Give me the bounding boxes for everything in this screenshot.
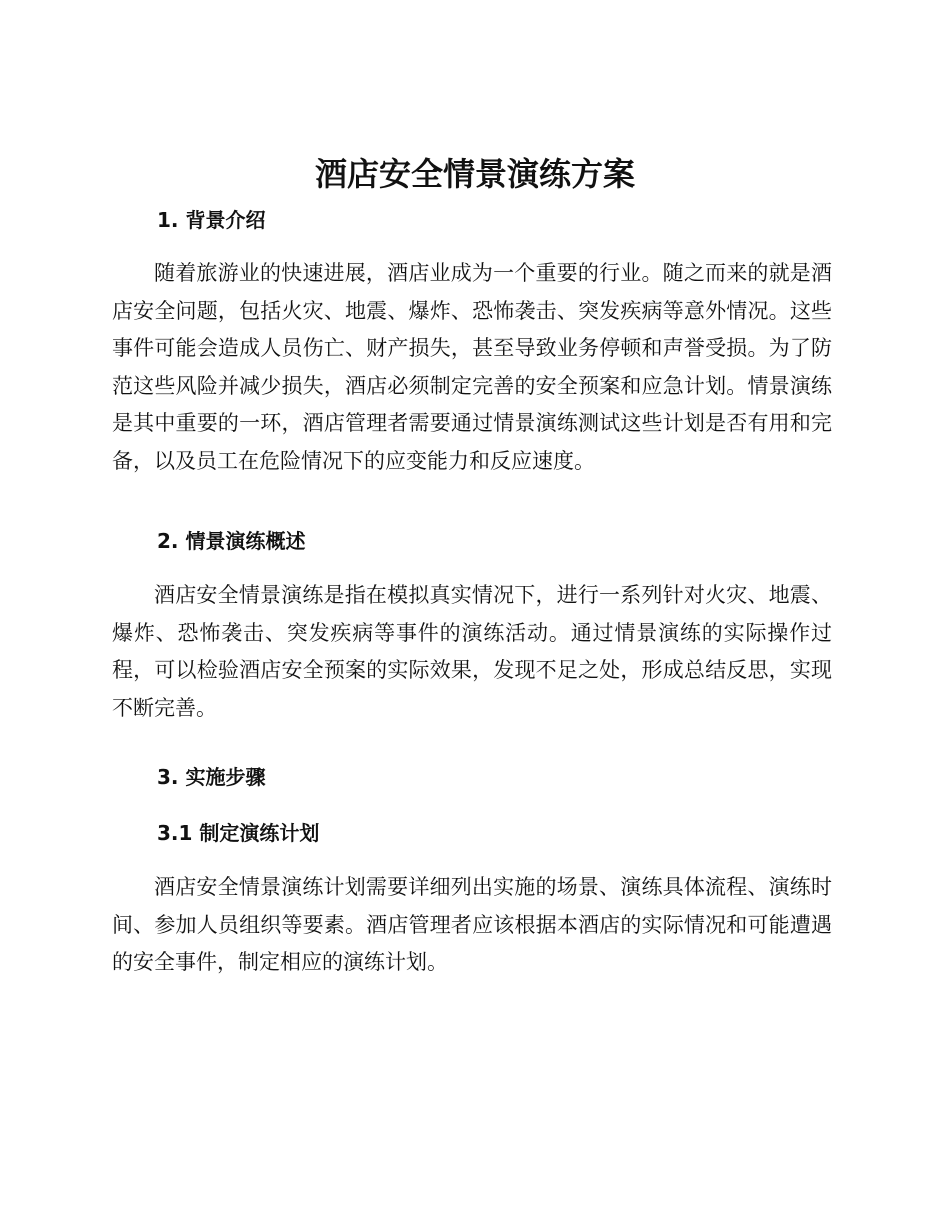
section-body-plan: 酒店安全情景演练计划需要详细列出实施的场景、演练具体流程、演练时间、参加人员组织等要素。酒店管理者应该根据本酒店的实际情况和可能遭遇的安全事件，制定相应的演练计划。 bbox=[112, 875, 832, 974]
section-heading-background: 1. 背景介绍 bbox=[157, 208, 266, 232]
section-heading-plan: 3.1 制定演练计划 bbox=[157, 821, 320, 845]
section-body-background: 随着旅游业的快速进展，酒店业成为一个重要的行业。随之而来的就是酒店安全问题，包括火灾、地震、爆炸、恐怖袭击、突发疾病等意外情况。这些事件可能会造成人员伤亡、财产损失，甚至导致业务停顿和声誉受损。为了防范这些风险并减少损失，酒店必须制定完善的安全预案和应急计划。情景演练是其中重要的一环，酒店管理者需要通过情景演练测试这些计划是否有用和完备，以及员工在危险情况下的应变能力和反应速度。 bbox=[112, 261, 832, 473]
section-heading-steps: 3. 实施步骤 bbox=[157, 765, 266, 789]
document-title: 酒店安全情景演练方案 bbox=[314, 155, 635, 193]
section-heading-overview: 2. 情景演练概述 bbox=[157, 529, 306, 553]
section-body-overview: 酒店安全情景演练是指在模拟真实情况下，进行一系列针对火灾、地震、爆炸、恐怖袭击、突发疾病等事件的演练活动。通过情景演练的实际操作过程，可以检验酒店安全预案的实际效果，发现不足之处，形成总结反思，实现不断完善。 bbox=[112, 583, 832, 720]
